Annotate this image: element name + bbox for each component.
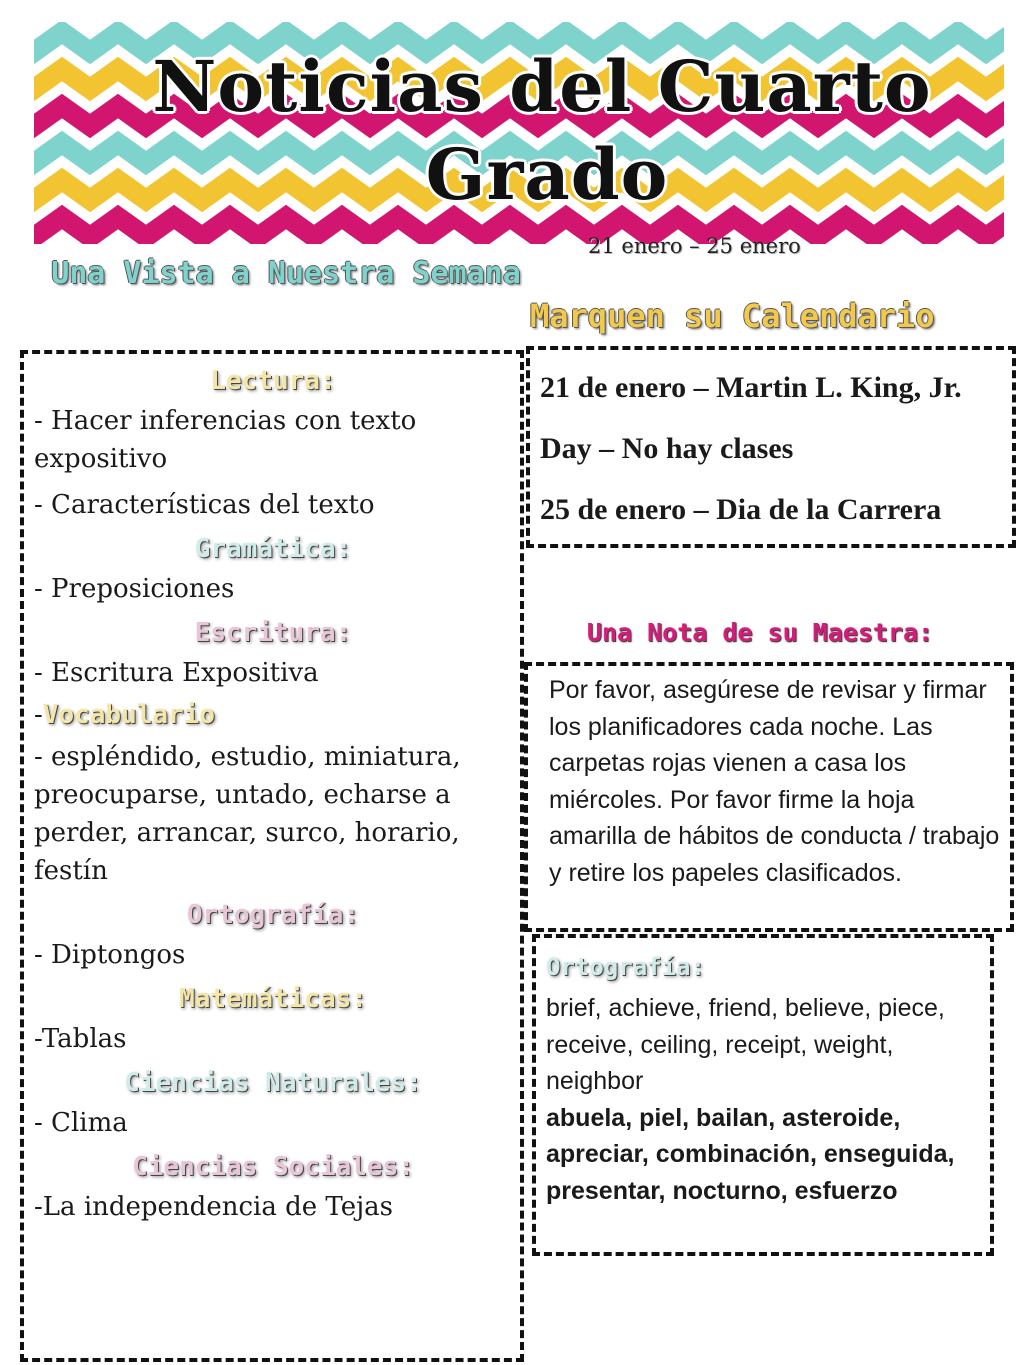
newsletter-title-line2: Grado	[425, 133, 669, 216]
ciencias-sociales-item-1: -La independencia de Tejas	[34, 1192, 394, 1222]
week-overview-heading: Una Vista a Nuestra Semana	[51, 256, 521, 291]
calendar-item: 21 de enero – Martin L. King, Jr.	[540, 371, 962, 404]
matematicas-item-1: -Tablas	[34, 1024, 127, 1054]
spelling-content	[546, 950, 986, 1209]
vocabulary-words: - espléndido, estudio, miniatura, preocuparse, untado, echarse a perder, arrancar, surco, horario, festín	[34, 742, 461, 886]
lectura-item-2: - Características del texto	[34, 490, 375, 520]
spelling-words-english: brief, achieve, friend, believe, piece, receive, ceiling, receipt, weight, neighbor	[546, 994, 945, 1095]
ciencias-naturales-item-1: - Clima	[34, 1108, 128, 1138]
newsletter-title-line1: Noticias del Cuarto	[152, 45, 932, 128]
section-heading-gramatica: Gramática:	[194, 534, 352, 564]
section-heading-ciencias-naturales: Ciencias Naturales:	[124, 1068, 422, 1098]
vocabulary-label: Vocabulario	[42, 700, 215, 730]
calendar-heading: Marquen su Calendario	[530, 297, 935, 335]
spelling-words-spanish: abuela, piel, bailan, asteroide, apreciar, combinación, enseguida, presentar, nocturno, esfuerzo	[546, 1103, 955, 1205]
section-heading-ciencias-sociales: Ciencias Sociales:	[132, 1152, 414, 1182]
gramatica-item-1: - Preposiciones	[34, 574, 235, 604]
section-heading-matematicas: Matemáticas:	[179, 984, 367, 1014]
section-heading-escritura: Escritura:	[194, 618, 352, 648]
vocabulary-prefix: -	[34, 700, 43, 730]
spelling-heading: Ortografía:	[546, 953, 705, 981]
lectura-item-1: - Hacer inferencias con texto expositivo	[34, 406, 417, 474]
calendar-item: 25 de enero – Dia de la Carrera	[540, 493, 942, 526]
escritura-item-1: - Escritura Expositiva	[34, 658, 319, 688]
section-heading-ortografia: Ortografía:	[186, 900, 360, 930]
calendar-item: Day – No hay clases	[540, 432, 794, 465]
section-heading-lectura: Lectura:	[210, 366, 336, 396]
teacher-note-heading: Una Nota de su Maestra:	[586, 618, 934, 647]
date-range: 21 enero – 25 enero	[588, 234, 801, 258]
vocabulary-label-line	[34, 696, 512, 734]
teacher-note-text: Por favor, asegúrese de revisar y firmar los planificadores cada noche. Las carpetas rojas vienen a casa los miércoles. Por favor firme la hoja amarilla de hábitos de conducta / trabajo y retire los papeles clasificados.	[549, 676, 1000, 887]
week-overview-content	[34, 360, 512, 1234]
ortografia-item-1: - Diptongos	[34, 940, 186, 970]
calendar-list	[540, 368, 1010, 551]
chevron-stripe	[34, 217, 1004, 237]
